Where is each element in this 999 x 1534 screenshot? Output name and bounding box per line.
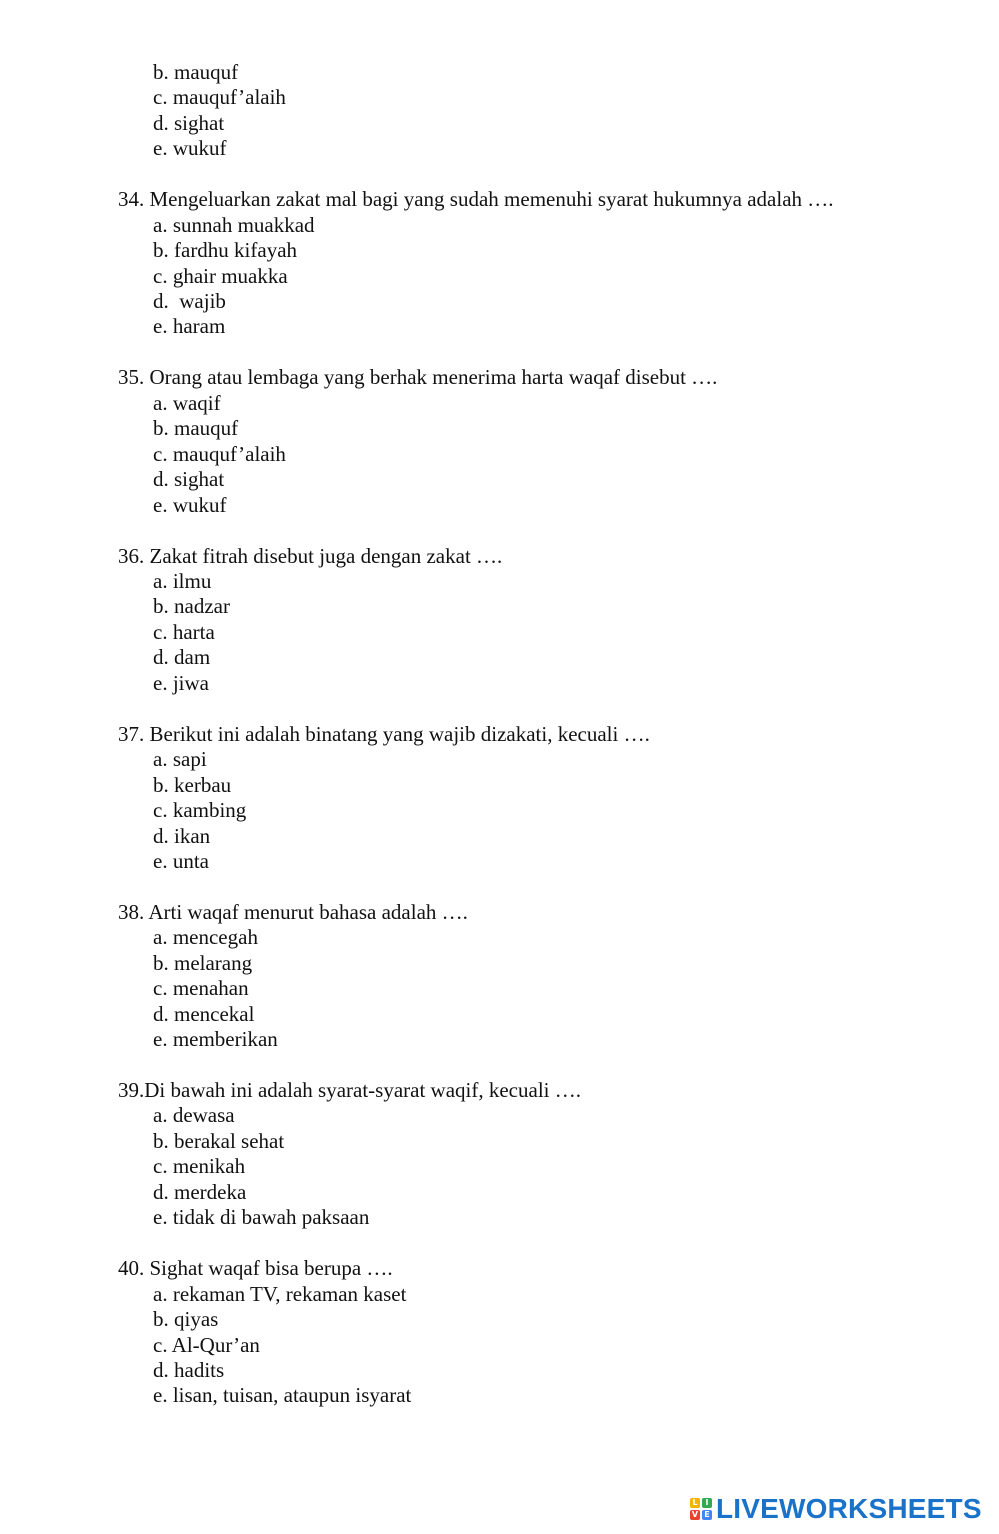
answer-option: e. wukuf [153, 136, 227, 160]
answer-option: c. mauquf’alaih [153, 442, 286, 466]
answer-option: d. dam [153, 645, 211, 669]
liveworksheets-brand [690, 1493, 982, 1525]
question-text: 40. Sighat waqaf bisa berupa …. [118, 1256, 393, 1280]
answer-option: c. mauquf’alaih [153, 85, 286, 109]
answer-option: b. qiyas [153, 1307, 219, 1331]
answer-option: c. ghair muakka [153, 264, 288, 288]
logo-tile-l: L [690, 1498, 700, 1508]
question-text: 34. Mengeluarkan zakat mal bagi yang sudah memenuhi syarat hukumnya adalah …. [118, 187, 834, 211]
question-text: 38. Arti waqaf menurut bahasa adalah …. [118, 900, 468, 924]
answer-option: e. lisan, tuisan, ataupun isyarat [153, 1383, 412, 1407]
answer-option: a. mencegah [153, 925, 258, 949]
answer-option: d. mencekal [153, 1002, 255, 1026]
question-text: 36. Zakat fitrah disebut juga dengan zakat …. [118, 544, 503, 568]
answer-option: a. rekaman TV, rekaman kaset [153, 1282, 407, 1306]
liveworksheets-logo-icon [690, 1498, 712, 1520]
answer-option: a. sapi [153, 747, 207, 771]
answer-option: b. nadzar [153, 594, 230, 618]
answer-option: b. mauquf [153, 60, 239, 84]
answer-option: e. wukuf [153, 493, 227, 517]
answer-option: d. merdeka [153, 1180, 247, 1204]
answer-option: d. sighat [153, 467, 225, 491]
answer-option: a. dewasa [153, 1103, 235, 1127]
logo-tile-v: V [691, 1510, 699, 1519]
question-text: 37. Berikut ini adalah binatang yang wajib dizakati, kecuali …. [118, 722, 650, 746]
answer-option: d. ikan [153, 824, 211, 848]
answer-option: d. sighat [153, 111, 225, 135]
answer-option: b. kerbau [153, 773, 232, 797]
question-text: 39.Di bawah ini adalah syarat-syarat waqif, kecuali …. [118, 1078, 581, 1102]
answer-option: c. menahan [153, 976, 249, 1000]
answer-option: a. waqif [153, 391, 221, 415]
answer-option: e. unta [153, 849, 209, 873]
answer-option: c. menikah [153, 1154, 246, 1178]
answer-option: c. kambing [153, 798, 247, 822]
answer-option: b. fardhu kifayah [153, 238, 298, 262]
brand-name: LIVEWORKSHEETS [716, 1493, 982, 1524]
answer-option: b. mauquf [153, 416, 239, 440]
answer-option: a. ilmu [153, 569, 212, 593]
answer-option: b. melarang [153, 951, 253, 975]
answer-option: c. harta [153, 620, 215, 644]
answer-option: e. haram [153, 314, 226, 338]
answer-option: b. berakal sehat [153, 1129, 285, 1153]
answer-option: d. wajib [153, 289, 226, 313]
answer-option: a. sunnah muakkad [153, 213, 315, 237]
question-text: 35. Orang atau lembaga yang berhak menerima harta waqaf disebut …. [118, 365, 718, 389]
logo-tile-i: I [702, 1498, 712, 1508]
answer-option: e. jiwa [153, 671, 209, 695]
answer-option: c. Al-Qur’an [153, 1333, 260, 1357]
logo-tile-e: E [702, 1510, 712, 1520]
answer-option: d. hadits [153, 1358, 225, 1382]
answer-option: e. tidak di bawah paksaan [153, 1205, 370, 1229]
answer-option: e. memberikan [153, 1027, 278, 1051]
